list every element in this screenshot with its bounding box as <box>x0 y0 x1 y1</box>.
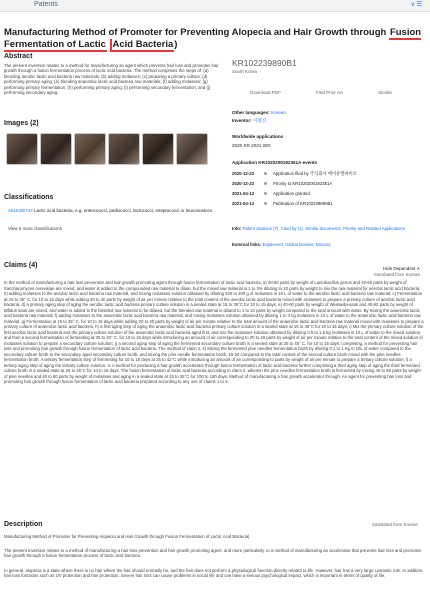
top-bar <box>0 0 430 12</box>
event-dot-icon <box>264 202 267 205</box>
similar-button[interactable]: Similar <box>378 90 393 95</box>
image-gallery <box>6 133 226 165</box>
inventor-link[interactable]: 이철진 <box>252 118 267 123</box>
worldwide-heading <box>232 134 283 139</box>
classifications-heading: Classifications <box>4 194 54 201</box>
event-dot-icon <box>264 192 267 195</box>
breadcrumb-patents[interactable]: Patents <box>34 1 58 8</box>
classification-row <box>8 208 218 214</box>
worldwide-label: Worldwide applications <box>232 134 284 139</box>
abstract-heading: Abstract <box>4 53 33 60</box>
country: South Korea <box>232 69 258 74</box>
claims-heading: Claims (4) <box>4 262 38 269</box>
claims-translated-note: translated from Korean <box>374 272 420 277</box>
event-text: Priority to KR1020200182351A <box>273 181 333 186</box>
claims-text: In the method of manufacturing a hair loss prevention and hair growth promoting agent through fusion fermentation of lactic acid bacteria, a) 40-60 parts by weight of Lactobacillus genus and 40-60 parts by weight of Saccharomyces cerevisiae are mixed, and water is added to the compounded raw material to dilute, but the mixed raw material is 1 to 3% diluting to 10 parts by weight to mix the raw material for aerobic lactic acid bacteria; b) adding molasses to the aerobic lactic acid bacteria raw material, and mixing molasses solution obtained by diluting 100 to 200 g of molasses in 10 L of water to the aerobic lactic acid bacteria raw material; c) Fermentation at 15 to 35° C. for 10 to 15 days while adding 20 to 40 parts by weight of air per minute relative to the total content of the aerobic lactic acid bacteria mixed with molasses to prepare a primary culture of aerobic lactic acid bacteria; d) a primary aging step of aging the aerobic lactic acid bacteria primary culture solution in a sealed state at 15 to 35°C for 10 to 15 days; e) 40-60 parts by weight of Weissella-sauk and 40-60 parts by weight of Bifidus-sauk are mixed, and water is added to the blended raw material to be diluted, but the blended raw material is diluted to 1 to 10 parts by weight compared to the total amount with water. By mixing the anaerobic lactic acid bacteria raw material; f) adding molasses to the anaerobic lactic acid bacteria raw material, and mixing molasses solution obtained by diluting 1 to 3 kg molasses in 10 L of water to the anaerobic lactic acid bacteria raw material; g) Fermentation at 15 to 35° C. for 10 to 15 days while adding 20 to 40 parts by weight of air per minute relative to the total amount of the anaerobic lactic acid bacteria raw material mixed with molasses to prepare a primary culture of anaerobic lactic acid bacteria; h) a first aging step of aging the anaerobic lactic acid bacteria primary culture solution in a sealed state at 15 to 35°C for 10 to 15 days; i) Mix the primary culture solution of the first aerobic lactic acid bacteria and the primary culture solution of the anaerobic lactic acid bacteria aged first, and mix the molasses solution obtained by diluting 0.5 to 1.5 kg molasses in 10 L of water to the mixed solution, and then a second fermentation of fermenting at 25 to 40° C. for 10 to 15 days while introducing an amount of air corresponding to 20 to 40 parts by weight of air per minute relative to the total content of the mixed solution of molasses solution to prepare a secondary culture solution; j) a second aging step of aging the fermented secondary culture broth in a sealed state at 25 to 45° C. for 10 to 15 days; comprising, a method for preventing hair loss and promoting hair growth through fusion fermentation of lactic acid bacteria. The method of claim 1, k) Mixing the fermented pine needles fermentation broth by diluting 0.1 to 1 Kg in 10L of water compared to the secondary culture broth to the secondary aged secondary culture broth, and mixing the pine needle fermentation broth, 10-20 compared to the total content of the second culture broth mixed with the pine needles fermentation broth. A tertiary fermentation step of fermenting for 10 to 15 days at 25 to 42°C while introducing an amount of air corresponding to parts by weight of air per minute to prepare a tertiary culture solution; l) a tertiary aging step of aging the tertiary culture solution. 3. A method for producing a hair growth accelerator through fusion fermentation of lactic acid bacteria further comprising a third aging step of aging the third fermented culture broth in a sealed state at 25 to 45°C for 10 to 15 days. The fusion fermentation of lactic acid bacteria according to claim 2, wherein the pine needles fermentation broth is fermented by mixing 40 to 60 parts by weight of pine needles and 40 to 60 parts by weight of molasses and aging in a sealed state at 15 to 35°C for 100 to 180 days. Method of manufacturing a hair growth accelerator through. An agent for preventing hair loss and promoting hair growth through fusion fermentation of lactic acid bacteria prepared according to any one of claims 1 to 3. <box>4 280 424 384</box>
event-row <box>232 191 422 196</box>
images-heading: Images (2) <box>4 120 39 127</box>
event-row <box>232 171 422 177</box>
title-part-4: ) <box>174 39 178 50</box>
event-date: 2021-04-13 <box>232 201 254 206</box>
title-part-1: Manufacturing Method of Promoter for Preventing Alopecia and Hair Growth through <box>4 27 387 38</box>
view-more-classifications[interactable]: View 6 more classifications <box>8 226 62 231</box>
other-languages <box>232 110 286 115</box>
inventor <box>232 118 266 124</box>
event-date: 2020-12-23 <box>232 171 254 176</box>
event-dot-icon <box>264 172 267 175</box>
event-row <box>232 201 422 206</box>
scalp-image-5[interactable] <box>142 133 174 165</box>
description-paragraph-1: The present invention relates to a method of manufacturing a hair loss prevention and hair growth promoting agent, and more particularly, to a method of manufacturing an accelerator that prevents hair loss and promotes hair growth through a fusion fermentation process of lactic acid bacteria. <box>4 548 422 559</box>
hide-dependent-toggle[interactable] <box>374 266 420 277</box>
event-row <box>232 181 422 186</box>
event-date: 2020-12-23 <box>232 181 254 186</box>
scalp-image-4[interactable] <box>108 133 140 165</box>
scalp-image-3[interactable] <box>74 133 106 165</box>
menu-icon[interactable]: ∨ ☰ <box>410 2 422 8</box>
info-value[interactable]: Patent citations (7), Cited by (1), Similar documents, Priority and Related Applications <box>242 226 405 231</box>
publication-number: KR102239890B1 <box>232 58 297 68</box>
scalp-image-1[interactable] <box>6 133 38 165</box>
worldwide-years[interactable]: 2020 KR 2021 WO <box>232 143 271 148</box>
other-languages-link[interactable]: Korean <box>271 110 286 115</box>
event-text: Application granted <box>273 191 310 196</box>
event-dot-icon <box>264 182 267 185</box>
application-events-heading <box>232 160 317 165</box>
abstract-text: The present invention relates to a method for manufacturing an agent which prevents hair loss and promotes hair growth through a fusion fermentation process of lactic acid bacteria. The method comprises the steps of: (a) blending aerobic lactic acid bacteria raw materials; (b) adding molasses; (c) preparing a primary culture; (d) performing primary aging; (e) blending anaerobic lactic acid bacteria raw materials; (f) adding molasses; (g) performing primary fermentation; (h) performing primary aging; (i) performing secondary fermentation; and (j) performing secondary aging. <box>4 63 219 96</box>
download-pdf-button[interactable]: Download PDF <box>250 90 281 95</box>
external-links-value[interactable]: Espacenet, Global Dossier, Discuss <box>262 242 331 247</box>
external-links-label: External links: <box>232 242 262 247</box>
hide-dependent-label[interactable]: Hide Dependent ∧ <box>382 266 420 271</box>
event-text: Application filed by 주식회사 에이유엘바이오 <box>273 171 357 176</box>
classification-code[interactable]: A61K35/744 <box>8 208 33 213</box>
info-links <box>232 226 412 232</box>
description-paragraph-2: In general, alopecia is a state where there is no hair where the hair should normally be, and the hair does not perform a physiological function directly related to life. However, hair has a very large cosmetic role. In addition, hair loss functions such as UV protection and hair protection. Severe hair loss can cause problems in social life and can have a serious psychological impact, which is important in terms of quality of life. <box>4 568 424 579</box>
title-highlight-1: Fusion Fermentation of Lactic <box>4 27 422 50</box>
page-title <box>4 27 424 51</box>
external-links <box>232 242 412 248</box>
scalp-image-6[interactable] <box>176 133 208 165</box>
scalp-image-2[interactable] <box>40 133 72 165</box>
find-prior-art-button[interactable]: Find Prior Art <box>316 90 343 95</box>
other-languages-label: Other languages: <box>232 110 270 115</box>
classification-text: Lactic acid bacteria, e.g. enterococci, pediococci, lactococci, streptococci or leuconostocs <box>34 208 213 213</box>
description-heading: Description <box>4 521 43 528</box>
description-translated-note: translated from Korean <box>372 522 418 527</box>
application-events-label: Application KR1020200182351A events <box>232 160 318 165</box>
event-date: 2021-04-13 <box>232 191 254 196</box>
info-label: Info: <box>232 226 242 231</box>
inventor-label: Inventor: <box>232 118 252 123</box>
event-text: Publication of KR102239890B1 <box>273 201 333 206</box>
description-title-line: Manufacturing Method of Promoter for Preventing Alopecia and Hair Growth through Fusion Fermentation of Lactic Acid Bacteria} <box>4 534 250 539</box>
title-highlight-2: Acid Bacteria <box>110 39 175 52</box>
